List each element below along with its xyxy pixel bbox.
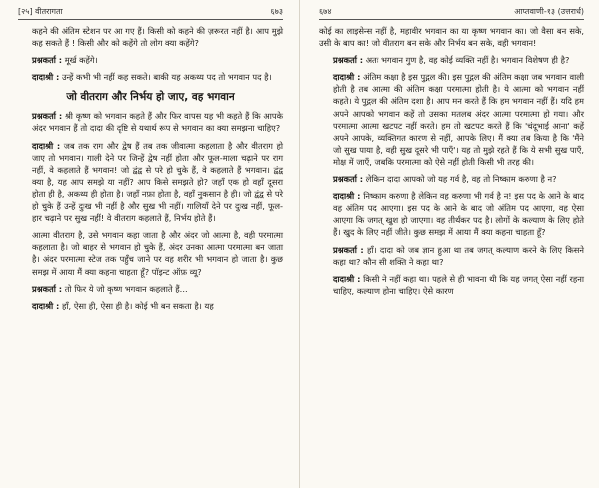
right-page-header <box>319 6 584 20</box>
left-page-header <box>18 6 283 20</box>
question-text: हाँ। दादा को जब ज्ञान हुआ था तब जगत् कल्याण करने के लिए किसने कहा था? कौन सी शक्ति ने कहा था? <box>333 244 584 267</box>
speaker-label: प्रश्नकर्ता : <box>32 55 63 66</box>
question-text: श्री कृष्ण को भगवान कहते हैं और फिर वापस यह भी कहते हैं कि आपके अंदर भगवान हैं तो दादा की दृष्टि से यथार्थ रूप से भगवान का क्या समझना चाहिए? <box>32 111 283 134</box>
question <box>319 244 584 268</box>
question <box>319 173 584 185</box>
speaker-label: दादाश्री : <box>333 273 361 284</box>
left-header-chapter: [२५] वीतरागता <box>18 7 63 16</box>
answer-text: निष्काम करुणा है लेकिन वह करुणा भी गर्व है न! इस पद के आने के बाद वह अंतिम पद आएगा। इस पद के आने के बाद जो अंतिम पद आएगा, वह ऐसा आएगा कि जगत् खुश हो जाएगा। वह तीर्थंकर पद है। लोगों के कल्याण के लिए होते हैं। खुद के लिए नहीं जीते। कुछ समझ में आया मैं क्या कहना चाहता हूँ? <box>333 191 584 238</box>
right-page <box>299 0 598 488</box>
question <box>319 54 584 66</box>
speaker-label: प्रश्नकर्ता : <box>32 111 63 122</box>
answer-text: जब तक राग और द्वेष हैं तब तक जीवात्मा कहलाता है और वीतराग हो जाए तो भगवान। गाली देने पर जिन्हें द्वेष नहीं होता और फूल-माला चढ़ाने पर राग नहीं, वे कहलाते हैं भगवान! जो द्वंद्व से परे हो चुके हैं, वे कहलाते हैं भगवान। द्वंद्व क्या है, यह आप समझे या नहीं? आप किसे समझते हो? जहाँ एक हो वहाँ दूसरा होता ही है, अकथ्य ही होता है। जहाँ नफ़ा होता है, वहाँ नुकसान है ही। जो द्वंद्व से परे हो चुके हैं उन्हें दुःख भी नहीं है और सुख भी नहीं। गालियाँ देने पर दुःख नहीं, फूल-हार चढ़ाने पर सुख नहीं! वे वीतराग कहलाते हैं, निर्भय होते हैं। <box>32 140 283 224</box>
answer <box>319 190 584 238</box>
answer-text: उन्हें कभी भी नहीं कह सकते। बाकी यह अकथ्य पद तो भगवान पद है। <box>61 72 272 83</box>
question-text: तो फिर ये जो कृष्ण भगवान कहलाते हैं... <box>64 283 188 294</box>
speaker-label: दादाश्री : <box>32 140 61 151</box>
left-header-page-number: ६७३ <box>270 7 283 16</box>
question <box>18 283 283 295</box>
paragraph: कहने की अंतिम स्टेशन पर आ गए हैं। किसी को कहने की ज़रूरत नहीं है। आप मुझे कह सकते हैं ! किसी और को कहेंगे तो लोग क्या कहेंगे? <box>32 26 283 49</box>
paragraph: आत्मा वीतराग है, उसे भगवान कहा जाता है और अंदर जो आत्मा है, वही परमात्मा कहलाता है। जो बाहर से भगवान हो चुके हैं, अंदर उनका आत्मा परमात्मा बन जाता है। अंदर परमात्मा स्टेज तक पहुँच जाने पर वह शरीर भी भगवान हो जाता है। कुछ समझ में आया मैं क्या कहना चाहता हूँ? पॉइन्ट ऑफ़ व्यू? <box>32 230 283 277</box>
right-header-book-title: आप्तवाणी-१३ (उत्तरार्ध) <box>514 7 584 16</box>
speaker-label: प्रश्नकर्ता : <box>333 55 364 66</box>
question-text: अतः भगवान गुण है, वह कोई व्यक्ति नहीं है। भगवान विशेषण ही है? <box>365 55 570 66</box>
answer-text: हाँ, ऐसा ही, ऐसा ही है। कोई भी बन सकता है। यह <box>61 300 214 311</box>
answer <box>18 300 283 312</box>
answer <box>18 140 283 225</box>
left-page <box>0 0 299 488</box>
question-text: लेकिन दादा आपको जो यह गर्व है, वह तो निष्काम करुणा है न? <box>365 174 557 185</box>
section-heading: जो वीतराग और निर्भय हो जाए, वह भगवान <box>66 91 235 104</box>
question <box>18 110 283 134</box>
question-text: मूर्ख कहेंगे। <box>64 55 98 66</box>
question <box>18 54 283 66</box>
speaker-label: प्रश्नकर्ता : <box>333 244 364 255</box>
answer <box>18 71 283 83</box>
speaker-label: प्रश्नकर्ता : <box>32 283 63 294</box>
speaker-label: दादाश्री : <box>32 300 60 311</box>
answer <box>319 273 584 297</box>
answer <box>319 71 584 168</box>
right-header-page-number: ६७४ <box>319 7 332 16</box>
speaker-label: दादाश्री : <box>32 72 60 83</box>
answer-text: अंतिम कक्षा है इस पुद्गल की। इस पुद्गल की अंतिम कक्षा जब भगवान वाली होती है तब आत्मा की अंतिम कक्षा परमात्मा होती है। ये आत्मा को भगवान नहीं कहते। ये पुद्गल की अंतिम दशा है। आप मन करते हैं कि हम भगवान नहीं हैं। यदि हम अपने आपको भगवान कहें तो उसका मतलब अंदर आत्मा परमात्मा हो गया। और परमात्मा आत्मा खटपट नहीं करते। हम तो खटपट करते हैं कि 'चंदूभाई आना' कहें अपने आपके, व्यक्तिगत कारण से नहीं, आपके लिए। मैं क्या तब किया है कि 'मैंने जो सुख पाया है, वही सुख दूसरे भी पाएँ'। यह तो मुझे रहते हैं कि ये सभी सुख पाएँ, मोक्ष में जाएँ, जबकि परमात्मा को ऐसे नहीं होती किसी भी तरह की। <box>333 72 584 167</box>
speaker-label: प्रश्नकर्ता : <box>333 174 364 185</box>
speaker-label: दादाश्री : <box>333 191 361 202</box>
paragraph: कोई का लाइसेन्स नहीं है, महावीर भगवान का या कृष्ण भगवान का। जो वैसा बन सके, उसी के बाप का! जो वीतराग बन सके और निर्भय बन सके, वही भगवान! <box>319 26 584 49</box>
speaker-label: दादाश्री : <box>333 72 361 83</box>
answer-text: किसी ने नहीं कहा था। पहले से ही भावना थी कि यह जगत् ऐसा नहीं रहना चाहिए, कल्याण होना चाहिए। ऐसे कारण <box>333 273 584 296</box>
